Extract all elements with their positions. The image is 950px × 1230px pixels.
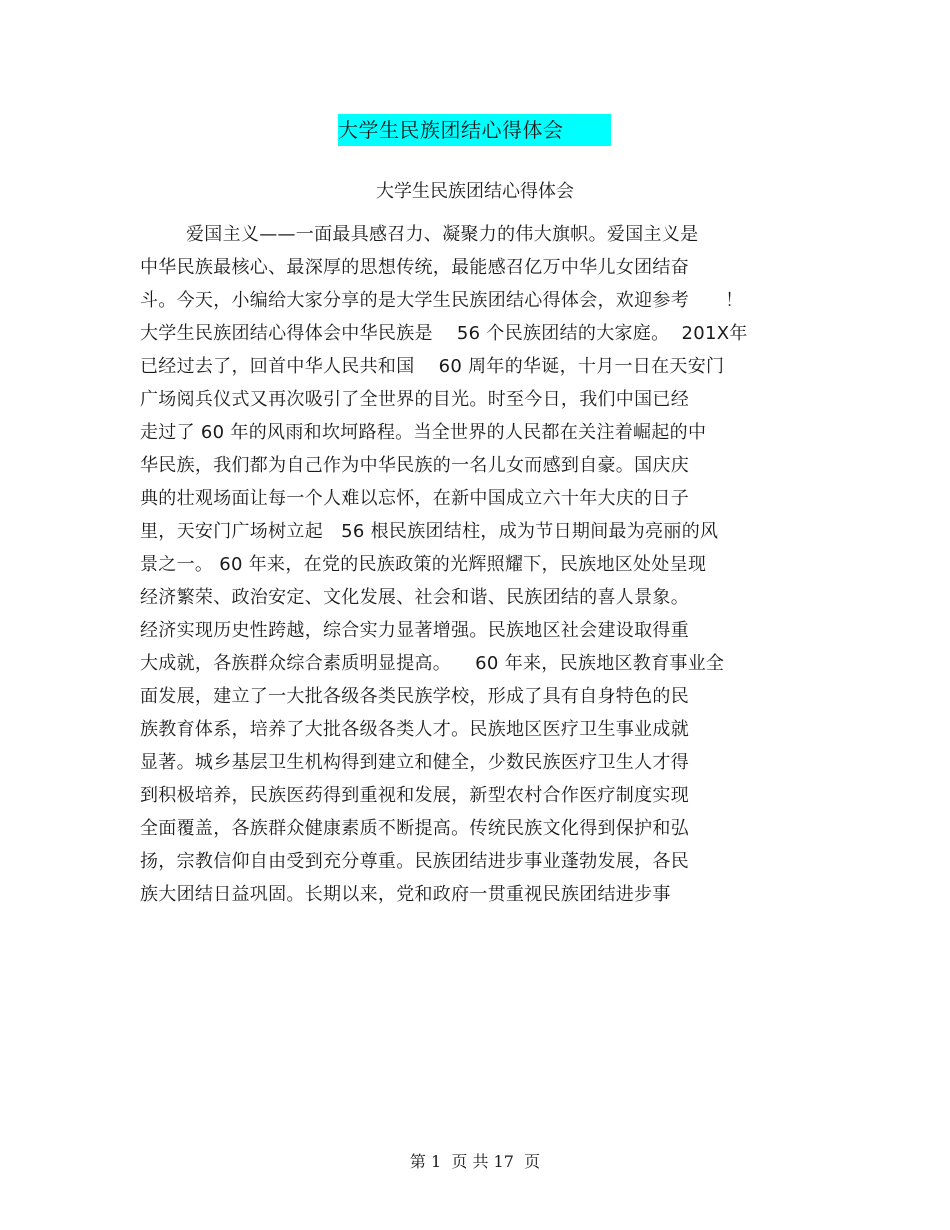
body-line: 走过了 60 年的风雨和坎坷路程。当全世界的人民都在关注着崛起的中 xyxy=(140,422,707,443)
body-line: 典的壮观场面让每一个人难以忘怀，在新中国成立六十年大庆的日子 xyxy=(140,488,689,509)
body-line: 显著。城乡基层卫生机构得到建立和健全，少数民族医疗卫生人才得 xyxy=(140,752,689,773)
body-line: 全面覆盖，各族群众健康素质不断提高。传统民族文化得到保护和弘 xyxy=(140,818,689,839)
body-line: 已经过去了，回首中华人民共和国 60 周年的华诞，十月一日在天安门 xyxy=(140,356,725,377)
body-line: 爱国主义——一面最具感召力、凝聚力的伟大旗帜。爱国主义是 xyxy=(186,224,699,245)
body-line: 里，天安门广场树立起 56 根民族团结柱，成为节日期间最为亮丽的风 xyxy=(140,521,719,542)
document-title: 大学生民族团结心得体会 xyxy=(338,114,611,146)
body-line: 景之一。 60 年来，在党的民族政策的光辉照耀下，民族地区处处呈现 xyxy=(140,554,707,575)
body-line: 斗。今天，小编给大家分享的是大学生民族团结心得体会，欢迎参考 ！ xyxy=(140,290,744,311)
body-line: 大学生民族团结心得体会中华民族是 56 个民族团结的大家庭。 201X年 xyxy=(140,323,748,344)
document-subtitle: 大学生民族团结心得体会 xyxy=(376,181,574,202)
page-number: 第 1 页 共 17 页 xyxy=(409,1152,541,1171)
body-line: 族教育体系，培养了大批各级各类人才。民族地区医疗卫生事业成就 xyxy=(140,719,689,740)
body-line: 到积极培养，民族医药得到重视和发展，新型农村合作医疗制度实现 xyxy=(140,785,689,806)
body-line: 族大团结日益巩固。长期以来，党和政府一贯重视民族团结进步事 xyxy=(140,884,671,905)
body-line: 大成就，各族群众综合素质明显提高。 60 年来，民族地区教育事业全 xyxy=(140,653,725,674)
body-line: 中华民族最核心、最深厚的思想传统，最能感召亿万中华儿女团结奋 xyxy=(140,257,689,278)
body-line: 经济繁荣、政治安定、文化发展、社会和谐、民族团结的喜人景象。 xyxy=(140,587,689,608)
body-line: 华民族，我们都为自己作为中华民族的一名儿女而感到自豪。国庆庆 xyxy=(140,455,689,476)
body-line: 广场阅兵仪式又再次吸引了全世界的目光。时至今日，我们中国已经 xyxy=(140,389,689,410)
body-line: 面发展，建立了一大批各级各类民族学校，形成了具有自身特色的民 xyxy=(140,686,689,707)
body-line: 扬，宗教信仰自由受到充分尊重。民族团结进步事业蓬勃发展，各民 xyxy=(140,851,689,872)
document-body xyxy=(140,218,820,911)
body-line: 经济实现历史性跨越，综合实力显著增强。民族地区社会建设取得重 xyxy=(140,620,689,641)
